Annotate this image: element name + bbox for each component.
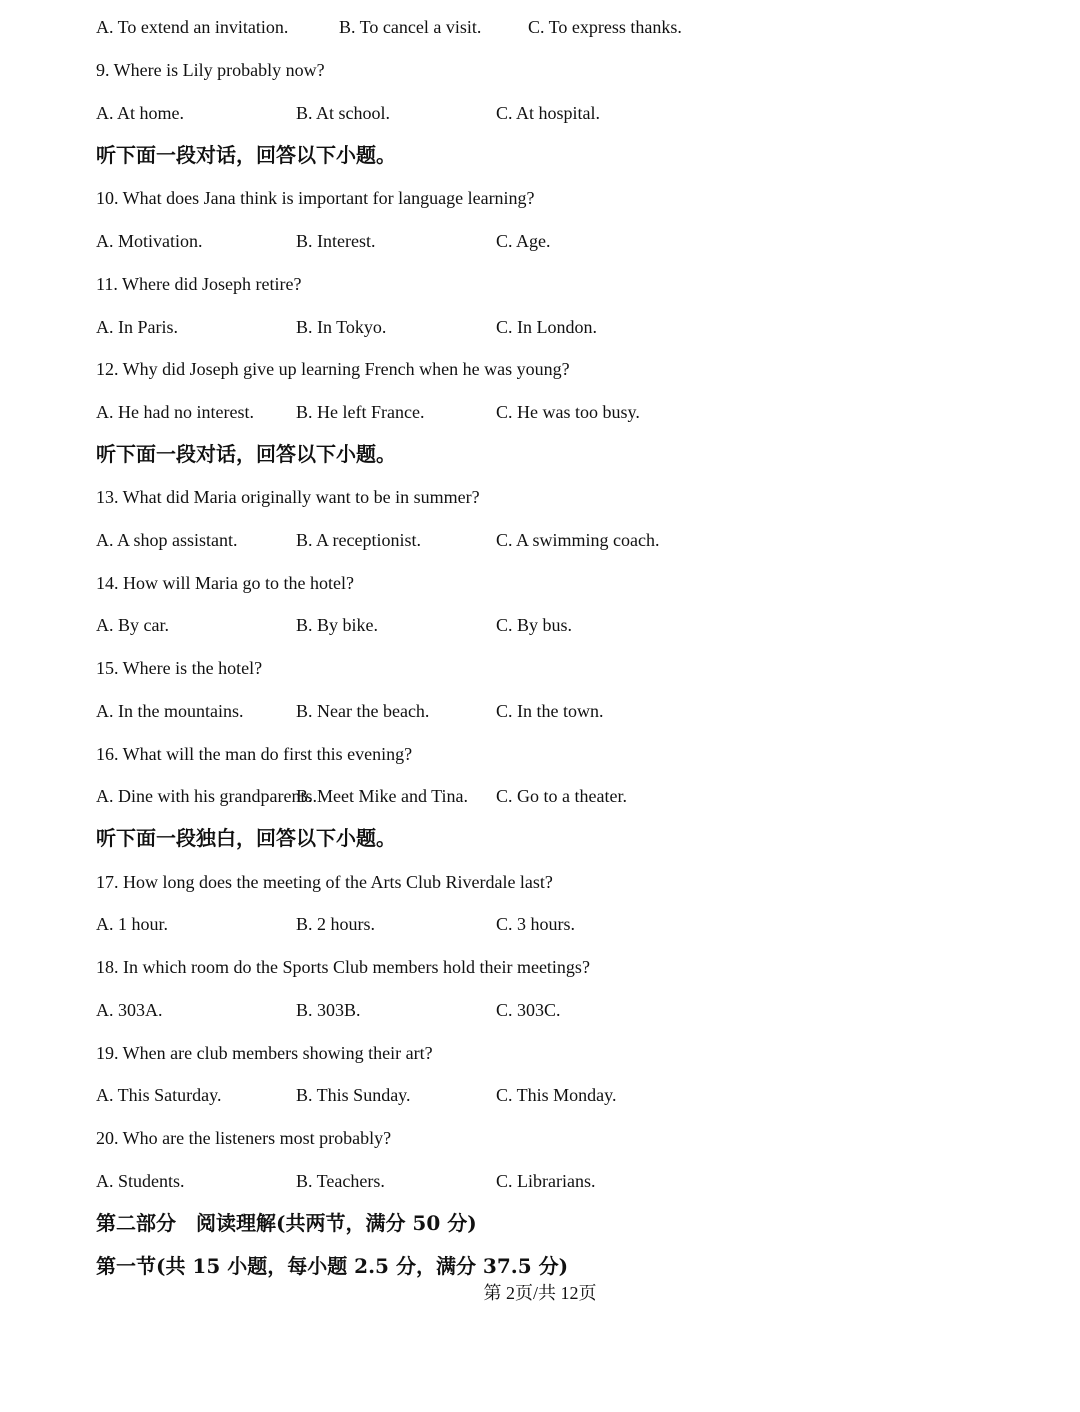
answer-option-c: C. In London. xyxy=(496,317,597,337)
answer-option-a: A. In Paris. xyxy=(96,317,178,337)
answer-option-a: A. Students. xyxy=(96,1171,185,1191)
answer-option-b: B. By bike. xyxy=(296,615,379,635)
answer-option-c: C. 3 hours. xyxy=(496,914,576,934)
section-heading: 听下面一段独白，回答以下小题。 xyxy=(96,826,396,850)
answer-option-c: C. He was too busy. xyxy=(496,402,640,422)
question-text: 16. What will the man do first this evening? xyxy=(96,744,413,764)
answer-option-b: B. He left France. xyxy=(296,402,425,422)
answer-option-b: B. To cancel a visit. xyxy=(339,17,482,37)
section-heading: 第二部分 阅读理解(共两节，满分 50 分) xyxy=(96,1211,477,1235)
question-text: 12. Why did Joseph give up learning French when he was young? xyxy=(96,359,570,379)
answer-option-c: C. At hospital. xyxy=(496,103,601,123)
question-text: 10. What does Jana think is important for language learning? xyxy=(96,188,535,208)
answer-option-a: A. A shop assistant. xyxy=(96,530,238,550)
question-text: 19. When are club members showing their art? xyxy=(96,1043,433,1063)
answer-option-a: A. To extend an invitation. xyxy=(96,17,289,37)
answer-option-a: A. 303A. xyxy=(96,1000,163,1020)
answer-option-c: C. In the town. xyxy=(496,701,604,721)
answer-option-b: B. Interest. xyxy=(296,231,376,251)
answer-option-c: C. A swimming coach. xyxy=(496,530,660,550)
question-text: 11. Where did Joseph retire? xyxy=(96,274,302,294)
answer-option-b: B. At school. xyxy=(296,103,391,123)
question-text: 17. How long does the meeting of the Arts Club Riverdale last? xyxy=(96,872,553,892)
answer-option-a: A. This Saturday. xyxy=(96,1085,222,1105)
answer-option-c: C. Go to a theater. xyxy=(496,786,627,806)
answer-option-c: C. Age. xyxy=(496,231,551,251)
answer-option-b: B. Teachers. xyxy=(296,1171,385,1191)
answer-option-a: A. By car. xyxy=(96,615,169,635)
question-text: 13. What did Maria originally want to be in summer? xyxy=(96,487,480,507)
answer-option-b: B. 2 hours. xyxy=(296,914,376,934)
section-heading: 听下面一段对话，回答以下小题。 xyxy=(96,143,396,167)
answer-option-c: C. By bus. xyxy=(496,615,573,635)
question-text: 15. Where is the hotel? xyxy=(96,658,263,678)
question-text: 20. Who are the listeners most probably? xyxy=(96,1128,392,1148)
answer-option-b: B. This Sunday. xyxy=(296,1085,411,1105)
answer-option-c: C. 303C. xyxy=(496,1000,561,1020)
page-footer: 第 2页/共 12页 xyxy=(483,1283,597,1303)
question-text: 9. Where is Lily probably now? xyxy=(96,60,325,80)
answer-option-c: C. This Monday. xyxy=(496,1085,617,1105)
answer-option-a: A. At home. xyxy=(96,103,184,123)
section-heading: 第一节(共 15 小题，每小题 2.5 分，满分 37.5 分) xyxy=(96,1254,569,1278)
answer-option-a: A. Dine with his grandparents. xyxy=(96,786,317,806)
answer-option-b: B. In Tokyo. xyxy=(296,317,387,337)
answer-option-b: B. Near the beach. xyxy=(296,701,430,721)
answer-option-b: B. 303B. xyxy=(296,1000,361,1020)
question-text: 18. In which room do the Sports Club members hold their meetings? xyxy=(96,957,590,977)
answer-option-a: A. In the mountains. xyxy=(96,701,244,721)
answer-option-c: C. To express thanks. xyxy=(528,17,682,37)
answer-option-a: A. He had no interest. xyxy=(96,402,254,422)
answer-option-a: A. 1 hour. xyxy=(96,914,168,934)
answer-option-a: A. Motivation. xyxy=(96,231,203,251)
answer-option-b: B. A receptionist. xyxy=(296,530,421,550)
answer-option-c: C. Librarians. xyxy=(496,1171,596,1191)
question-text: 14. How will Maria go to the hotel? xyxy=(96,573,354,593)
answer-option-b: B. Meet Mike and Tina. xyxy=(296,786,469,806)
section-heading: 听下面一段对话，回答以下小题。 xyxy=(96,442,396,466)
